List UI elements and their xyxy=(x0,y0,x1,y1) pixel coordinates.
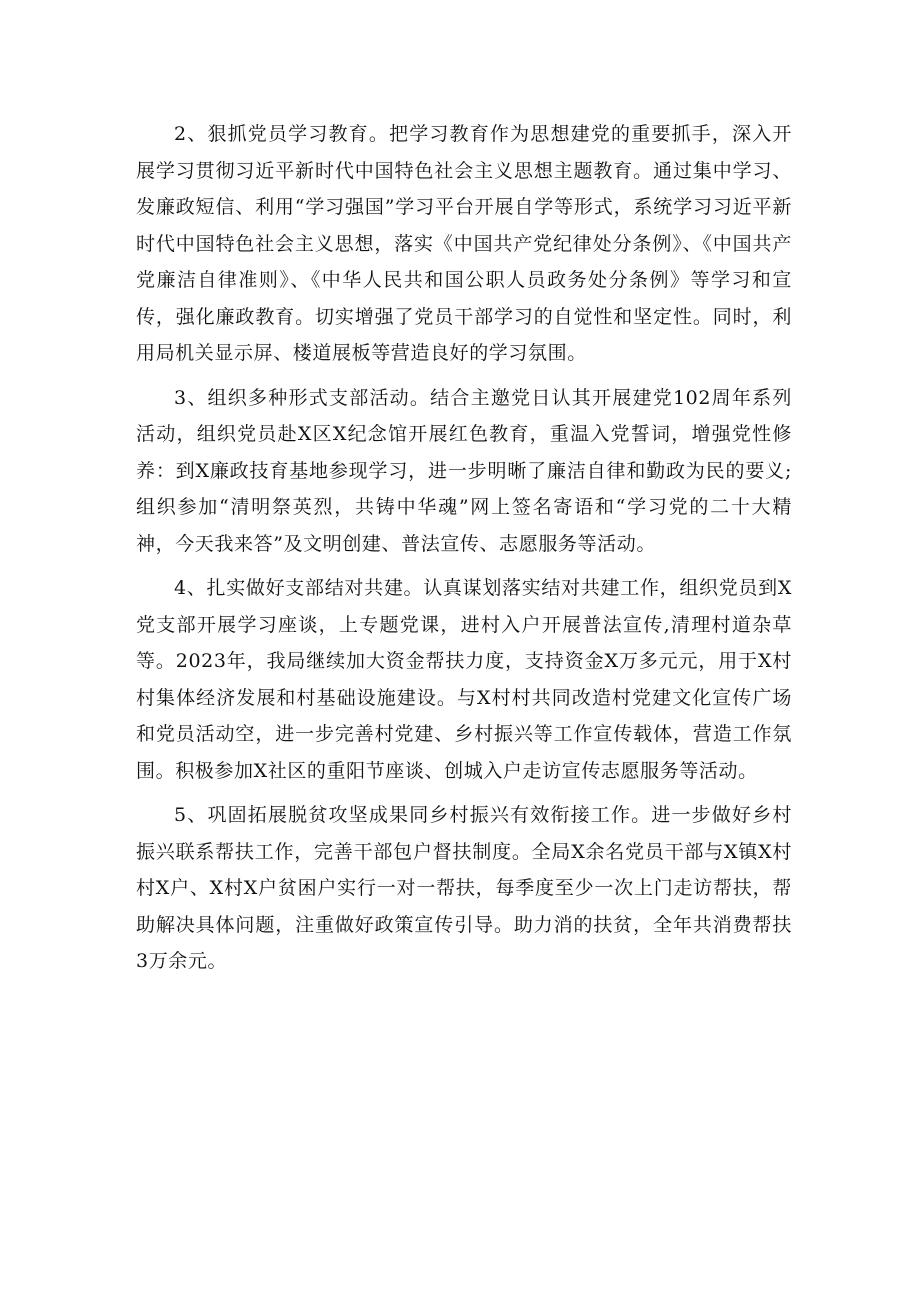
paragraph-rural-revitalization: 5、巩固拓展脱贫攻坚成果同乡村振兴有效衔接工作。进一步做好乡村振兴联系帮扶工作，完善干部包户督扶制度。全局X余名党员干部与X镇X村村X户、X村X户贫困户实行一对一帮扶，每季度至少一次上门走访帮扶，帮助解决具体问题，注重做好政策宣传引导。助力消的扶贫，全年共消费帮扶3万余元。 xyxy=(136,804,792,972)
paragraph-party-member-education: 2、狠抓党员学习教育。把学习教育作为思想建党的重要抓手，深入开展学习贯彻习近平新时代中国特色社会主义思想主题教育。通过集中学习、发廉政短信、利用“学习强国”学习平台开展自学等形式，系统学习习近平新时代中国特色社会主义思想，落实《中国共产党纪律处分条例》、《中国共产党廉洁自律准则》、《中华人民共和国公职人员政务处分条例》等学习和宣传，强化廉政教育。切实增强了党员干部学习的自觉性和坚定性。同时，利用局机关显示屏、楼道展板等营造良好的学习氛围。 xyxy=(136,123,792,364)
paragraph-branch-activities: 3、组织多种形式支部活动。结合主邀党日认其开展建党102周年系列活动，组织党员赴X区X纪念馆开展红色教育，重温入党誓词，增强党性修养：到X廉政技育基地参现学习，进一步明晰了廉洁自律和勤政为民的要义;组织参加“清明祭英烈，共铸中华魂”网上签名寄语和“学习党的二十大精神，今天我来答”及文明创建、普法宣传、志愿服务等活动。 xyxy=(136,386,792,555)
document-body xyxy=(136,116,792,988)
paragraph-joint-construction: 4、扎实做好支部结对共建。认真谋划落实结对共建工作，组织党员到X党支部开展学习座谈，上专题党课，进村入户开展普法宣传,清理村道杂草等。2023年，我局继续加大资金帮扶力度，支持资金X万多元元，用于X村村集体经济发展和村基础设施建设。与X村村共同改造村党建文化宣传广场和党员活动空，进一步完善村党建、乡村振兴等工作宣传载体，营造工作氛围。积极参加X社区的重阳节座谈、创城入户走访宣传志愿服务等活动。 xyxy=(136,577,792,782)
